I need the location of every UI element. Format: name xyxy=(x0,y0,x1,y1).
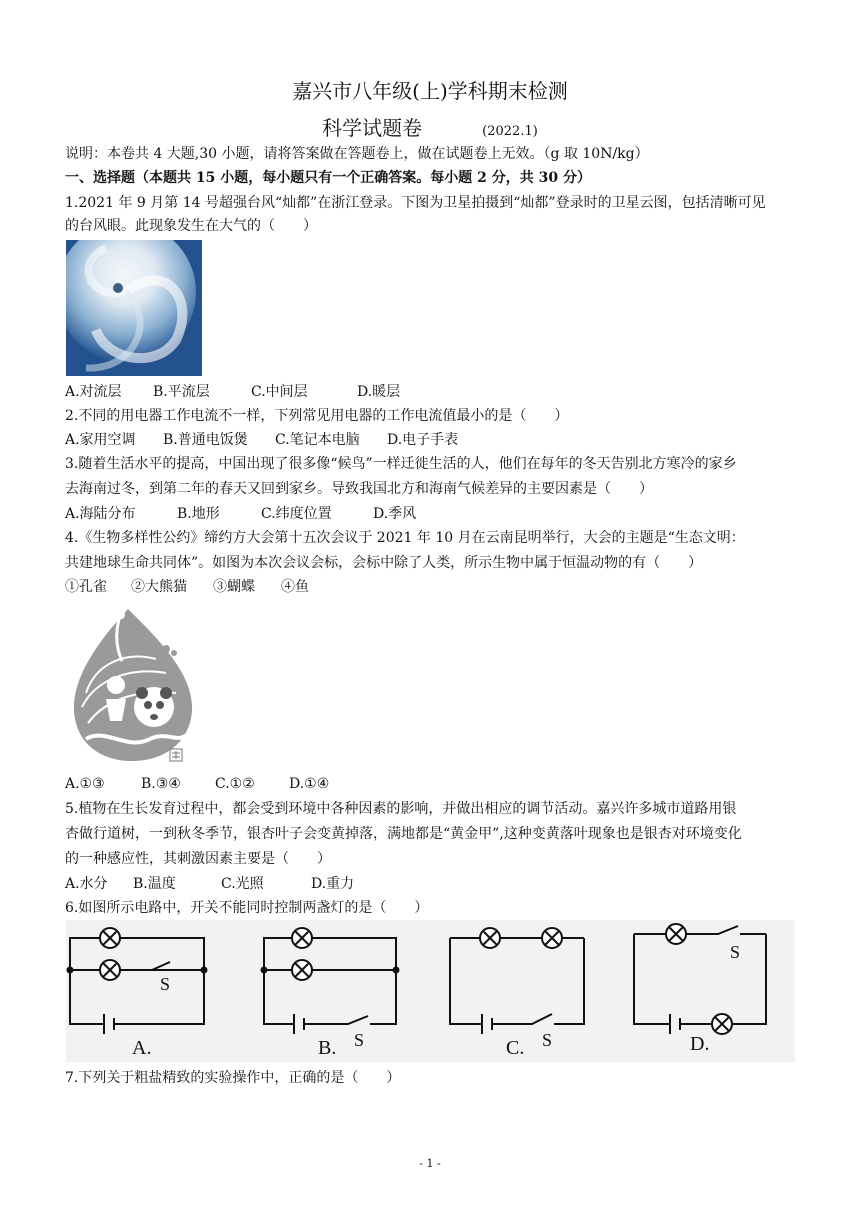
subtitle-text: 科学试题卷 xyxy=(322,116,423,140)
circuit-d xyxy=(634,924,766,1034)
exam-title: 嘉兴市八年级(上)学科期末检测 xyxy=(292,79,568,103)
q4-items xyxy=(65,575,795,599)
q2-line1: 2.不同的用电器工作电流不一样，下列常见用电器的工作电流值最小的是（ ） xyxy=(65,408,569,424)
q2-option-d[interactable]: D.电子手表 xyxy=(387,432,459,448)
circuit-label-d: D. xyxy=(690,1033,710,1055)
q3-options xyxy=(65,502,795,526)
circuit-a xyxy=(68,928,207,1034)
q3-option-b[interactable]: B.地形 xyxy=(177,506,220,522)
q4-options xyxy=(65,772,795,796)
q3-option-d[interactable]: D.季风 xyxy=(373,506,417,522)
q4-option-b[interactable]: B.③④ xyxy=(141,776,181,792)
q2-option-b[interactable]: B.普通电饭煲 xyxy=(163,432,248,448)
q5-options xyxy=(65,872,795,896)
exam-date: (2022.1) xyxy=(482,124,538,139)
q4-item-3: ③蝴蝶 xyxy=(213,579,255,595)
section-heading: 一、选择题（本题共 15 小题，每小题只有一个正确答案。每小题 2 分，共 30 分） xyxy=(65,170,591,186)
q1-option-c[interactable]: C.中间层 xyxy=(251,384,308,400)
q4-item-1: ①孔雀 xyxy=(65,579,107,595)
q2-option-c[interactable]: C.笔记本电脑 xyxy=(275,432,360,448)
q2-options xyxy=(65,428,795,452)
circuit-label-c: C. xyxy=(506,1037,525,1059)
q1-option-a[interactable]: A.对流层 xyxy=(65,384,122,400)
q5-option-c[interactable]: C.光照 xyxy=(221,876,264,892)
q3-line2: 去海南过冬，到第二年的春天又回到家乡。导致我国北方和海南气候差异的主要因素是（ ） xyxy=(65,481,653,497)
circuit-b xyxy=(262,928,399,1034)
q4-option-d[interactable]: D.①④ xyxy=(289,776,330,792)
q1-line2: 的台风眼。此现象发生在大气的（ ） xyxy=(65,218,317,234)
q3-option-a[interactable]: A.海陆分布 xyxy=(65,506,136,522)
q4-option-c[interactable]: C.①② xyxy=(215,776,255,792)
exam-subtitle xyxy=(0,112,860,141)
cop15-logo-image xyxy=(66,603,206,765)
circuit-label-b: B. xyxy=(318,1037,337,1059)
q4-line2: 共建地球生命共同体”。如图为本次会议会标，会标中除了人类，所示生物中属于恒温动物的有（ ） xyxy=(65,555,703,571)
instructions: 说明：本卷共 4 大题,30 小题，请将答案做在答题卷上，做在试题卷上无效。（g 取 10N/kg） xyxy=(65,146,649,162)
q5-option-d[interactable]: D.重力 xyxy=(311,876,355,892)
q1-option-d[interactable]: D.暖层 xyxy=(357,384,401,400)
switch-label-a: S xyxy=(160,974,171,994)
q5-line3: 的一种感应性，其刺激因素主要是（ ） xyxy=(65,851,331,867)
q5-line1: 5.植物在生长发育过程中，都会受到环境中各种因素的影响，并做出相应的调节活动。嘉兴许多城市道路用银 xyxy=(65,801,737,817)
circuit-diagrams xyxy=(66,920,795,1062)
q4-item-4: ④鱼 xyxy=(281,579,309,595)
q2-option-a[interactable]: A.家用空调 xyxy=(65,432,136,448)
q1-options xyxy=(65,380,795,404)
switch-label-c: S xyxy=(542,1030,553,1050)
q4-option-a[interactable]: A.①③ xyxy=(65,776,105,792)
q6-line1: 6.如图所示电路中，开关不能同时控制两盏灯的是（ ） xyxy=(65,900,429,916)
switch-label-b: S xyxy=(354,1030,365,1050)
q4-item-2: ②大熊猫 xyxy=(131,579,187,595)
switch-label-d: S xyxy=(730,942,741,962)
q1-option-b[interactable]: B.平流层 xyxy=(153,384,210,400)
circuit-label-a: A. xyxy=(132,1037,152,1059)
page-number: - 1 - xyxy=(419,1157,441,1170)
typhoon-satellite-image xyxy=(66,240,202,376)
q3-option-c[interactable]: C.纬度位置 xyxy=(261,506,332,522)
q5-line2: 杏做行道树，一到秋冬季节，银杏叶子会变黄掉落，满地都是“黄金甲”,这种变黄落叶现象也是银杏对环境变化 xyxy=(65,826,742,842)
q7-line1: 7.下列关于粗盐精致的实验操作中，正确的是（ ） xyxy=(65,1070,401,1086)
q1-line1: 1.2021 年 9 月第 14 号超强台风“灿都”在浙江登录。下图为卫星拍摄到“灿都”登录时的卫星云图，包括清晰可见 xyxy=(65,195,766,211)
q3-line1: 3.随着生活水平的提高，中国出现了很多像“候鸟”一样迁徙生活的人，他们在每年的冬天告别北方寒冷的家乡 xyxy=(65,456,737,472)
circuit-c xyxy=(450,928,584,1034)
q5-option-a[interactable]: A.水分 xyxy=(65,876,108,892)
q5-option-b[interactable]: B.温度 xyxy=(133,876,176,892)
q4-line1: 4.《生物多样性公约》缔约方大会第十五次会议于 2021 年 10 月在云南昆明举行，大会的主题是“生态文明： xyxy=(65,530,745,546)
